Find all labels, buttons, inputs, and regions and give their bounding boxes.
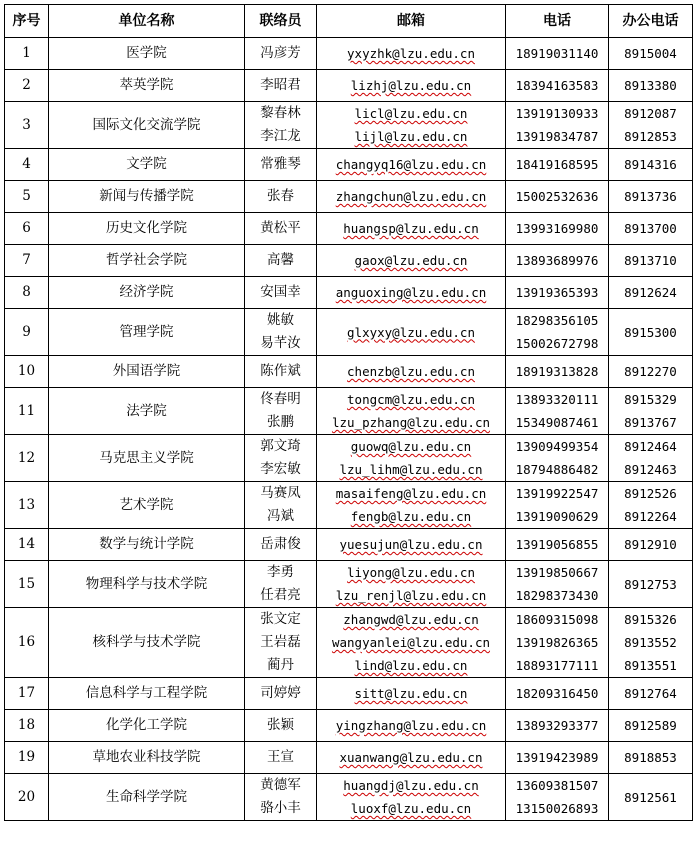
- contact-person: 高馨: [267, 252, 294, 268]
- table-row: [5, 277, 693, 309]
- header-no: 序号: [5, 5, 49, 38]
- office-phone-cell: [609, 710, 693, 742]
- contact-person: 任君亮: [260, 587, 301, 603]
- email-link[interactable]: huangsp@lzu.edu.cn: [343, 221, 479, 236]
- unit-name: 历史文化学院: [49, 213, 245, 245]
- row-number: 3: [5, 102, 49, 149]
- office-phone-number: 8912087: [624, 106, 677, 121]
- table-row: [5, 245, 693, 277]
- phone-cell: [506, 245, 609, 277]
- table-body: [5, 38, 693, 821]
- row-number: 1: [5, 38, 49, 70]
- office-phone-cell: [609, 245, 693, 277]
- office-phone-number: 8915329: [624, 392, 677, 407]
- unit-name: 外国语学院: [49, 356, 245, 388]
- phone-cell: [506, 149, 609, 181]
- contact-person: 骆小丰: [260, 800, 301, 816]
- office-phone-number: 8913551: [624, 658, 677, 673]
- unit-name: 草地农业科技学院: [49, 742, 245, 774]
- email-cell: [317, 102, 506, 149]
- phone-cell: [506, 309, 609, 356]
- unit-name: 马克思主义学院: [49, 435, 245, 482]
- office-phone-number: 8912624: [624, 285, 677, 300]
- email-cell: [317, 38, 506, 70]
- contact-person: 岳肃俊: [260, 536, 301, 552]
- contact-person: 李昭君: [260, 77, 301, 93]
- table-row: [5, 356, 693, 388]
- contact-person: 张春: [267, 188, 294, 204]
- contact-person: 黄德军: [260, 777, 301, 793]
- office-phone-number: 8915326: [624, 612, 677, 627]
- office-phone-number: 8912589: [624, 718, 677, 733]
- phone-number: 18394163583: [515, 78, 599, 93]
- unit-name: 艺术学院: [49, 482, 245, 529]
- contact-cell: [245, 435, 317, 482]
- contact-cell: [245, 102, 317, 149]
- contact-cell: [245, 277, 317, 309]
- phone-cell: [506, 710, 609, 742]
- office-phone-cell: [609, 356, 693, 388]
- unit-name: 医学院: [49, 38, 245, 70]
- unit-name: 萃英学院: [49, 70, 245, 102]
- table-row: [5, 678, 693, 710]
- phone-number: 18298356105: [515, 313, 599, 328]
- email-link[interactable]: lzu_renjl@lzu.edu.cn: [335, 588, 487, 603]
- row-number: 4: [5, 149, 49, 181]
- row-number: 19: [5, 742, 49, 774]
- phone-number: 13150026893: [515, 801, 599, 816]
- contact-person: 李江龙: [260, 128, 301, 144]
- contact-cell: [245, 309, 317, 356]
- unit-name: 物理科学与技术学院: [49, 561, 245, 608]
- contact-person: 张鹏: [267, 414, 294, 430]
- unit-name: 哲学社会学院: [49, 245, 245, 277]
- header-row: [5, 5, 693, 38]
- table-row: [5, 309, 693, 356]
- office-phone-number: 8912853: [624, 129, 677, 144]
- contact-cell: [245, 245, 317, 277]
- phone-number: 13919834787: [515, 129, 599, 144]
- office-phone-cell: [609, 529, 693, 561]
- contact-person: 冯斌: [267, 508, 294, 524]
- email-link[interactable]: wangyanlei@lzu.edu.cn: [331, 635, 491, 650]
- office-phone-cell: [609, 774, 693, 821]
- email-link[interactable]: yxyzhk@lzu.edu.cn: [347, 46, 475, 61]
- phone-number: 13919826365: [515, 635, 599, 650]
- row-number: 17: [5, 678, 49, 710]
- row-number: 6: [5, 213, 49, 245]
- email-cell: [317, 774, 506, 821]
- phone-number: 13919922547: [515, 486, 599, 501]
- office-phone-number: 8914316: [624, 157, 677, 172]
- email-link[interactable]: chenzb@lzu.edu.cn: [347, 364, 475, 379]
- phone-cell: [506, 213, 609, 245]
- email-link[interactable]: tongcm@lzu.edu.cn: [347, 392, 475, 407]
- email-cell: [317, 309, 506, 356]
- email-cell: [317, 608, 506, 678]
- table-row: [5, 774, 693, 821]
- email-link[interactable]: lizhj@lzu.edu.cn: [350, 78, 472, 93]
- email-link[interactable]: luoxf@lzu.edu.cn: [350, 801, 472, 816]
- phone-number: 13909499354: [515, 439, 599, 454]
- contact-person: 张颖: [267, 717, 294, 733]
- phone-number: 15002672798: [515, 336, 599, 351]
- table-row: [5, 608, 693, 678]
- header-office-phone: 办公电话: [609, 5, 693, 38]
- table-row: [5, 388, 693, 435]
- contact-person: 常雅琴: [260, 156, 301, 172]
- contact-cell: [245, 561, 317, 608]
- phone-number: 15349087461: [515, 415, 599, 430]
- phone-cell: [506, 70, 609, 102]
- email-cell: [317, 561, 506, 608]
- email-link[interactable]: licl@lzu.edu.cn: [354, 106, 468, 121]
- office-phone-number: 8912526: [624, 486, 677, 501]
- office-phone-cell: [609, 742, 693, 774]
- contact-cell: [245, 742, 317, 774]
- email-cell: [317, 435, 506, 482]
- email-link[interactable]: sitt@lzu.edu.cn: [354, 686, 468, 701]
- contact-person: 姚敏: [267, 312, 294, 328]
- phone-number: 18209316450: [515, 686, 599, 701]
- unit-name: 化学化工学院: [49, 710, 245, 742]
- email-cell: [317, 482, 506, 529]
- contact-table: [4, 4, 693, 821]
- phone-number: 13919365393: [515, 285, 599, 300]
- contact-cell: [245, 388, 317, 435]
- phone-number: 18794886482: [515, 462, 599, 477]
- phone-cell: [506, 742, 609, 774]
- contact-person: 陈作斌: [260, 363, 301, 379]
- office-phone-number: 8913552: [624, 635, 677, 650]
- row-number: 20: [5, 774, 49, 821]
- row-number: 13: [5, 482, 49, 529]
- header-contact: 联络员: [245, 5, 317, 38]
- phone-number: 13893320111: [515, 392, 599, 407]
- email-cell: [317, 529, 506, 561]
- header-email: 邮箱: [317, 5, 506, 38]
- email-cell: [317, 149, 506, 181]
- contact-person: 马赛凤: [260, 485, 301, 501]
- email-link[interactable]: zhangchun@lzu.edu.cn: [335, 189, 487, 204]
- email-cell: [317, 277, 506, 309]
- contact-person: 李宏敏: [260, 461, 301, 477]
- email-link[interactable]: guowq@lzu.edu.cn: [350, 439, 472, 454]
- email-link[interactable]: lzu_lihm@lzu.edu.cn: [339, 462, 483, 477]
- phone-number: 13609381507: [515, 778, 599, 793]
- office-phone-cell: [609, 70, 693, 102]
- contact-cell: [245, 213, 317, 245]
- email-link[interactable]: yingzhang@lzu.edu.cn: [335, 718, 487, 733]
- phone-cell: [506, 181, 609, 213]
- email-cell: [317, 356, 506, 388]
- office-phone-cell: [609, 277, 693, 309]
- office-phone-number: 8912753: [624, 576, 677, 592]
- phone-cell: [506, 38, 609, 70]
- office-phone-cell: [609, 482, 693, 529]
- phone-number: 18419168595: [515, 157, 599, 172]
- office-phone-cell: [609, 38, 693, 70]
- office-phone-cell: [609, 435, 693, 482]
- contact-cell: [245, 356, 317, 388]
- office-phone-number: 8912264: [624, 509, 677, 524]
- contact-cell: [245, 482, 317, 529]
- email-link[interactable]: gaox@lzu.edu.cn: [354, 253, 468, 268]
- phone-cell: [506, 774, 609, 821]
- phone-number: 13893689976: [515, 253, 599, 268]
- email-link[interactable]: masaifeng@lzu.edu.cn: [335, 486, 487, 501]
- unit-name: 管理学院: [49, 309, 245, 356]
- email-cell: [317, 710, 506, 742]
- phone-number: 18919313828: [515, 364, 599, 379]
- contact-cell: [245, 678, 317, 710]
- email-link[interactable]: zhangwd@lzu.edu.cn: [343, 612, 479, 627]
- contact-cell: [245, 608, 317, 678]
- row-number: 2: [5, 70, 49, 102]
- office-phone-number: 8913736: [624, 189, 677, 204]
- phone-number: 18609315098: [515, 612, 599, 627]
- contact-person: 王岩磊: [260, 634, 301, 650]
- table-row: [5, 482, 693, 529]
- office-phone-number: 8912464: [624, 439, 677, 454]
- phone-cell: [506, 608, 609, 678]
- table-row: [5, 181, 693, 213]
- email-link[interactable]: xuanwang@lzu.edu.cn: [339, 750, 483, 765]
- email-cell: [317, 181, 506, 213]
- contact-person: 司婷婷: [260, 685, 301, 701]
- row-number: 15: [5, 561, 49, 608]
- phone-cell: [506, 482, 609, 529]
- email-cell: [317, 388, 506, 435]
- contact-person: 易芊汝: [260, 335, 301, 351]
- office-phone-number: 8912764: [624, 686, 677, 701]
- contact-person: 安国幸: [260, 284, 301, 300]
- office-phone-number: 8915300: [624, 324, 677, 340]
- email-cell: [317, 742, 506, 774]
- email-cell: [317, 213, 506, 245]
- contact-cell: [245, 529, 317, 561]
- email-link[interactable]: huangdj@lzu.edu.cn: [343, 778, 479, 793]
- row-number: 12: [5, 435, 49, 482]
- phone-cell: [506, 356, 609, 388]
- table-row: [5, 38, 693, 70]
- office-phone-cell: [609, 213, 693, 245]
- table-row: [5, 561, 693, 608]
- email-link[interactable]: lzu_pzhang@lzu.edu.cn: [331, 415, 491, 430]
- office-phone-cell: [609, 678, 693, 710]
- phone-number: 18298373430: [515, 588, 599, 603]
- row-number: 10: [5, 356, 49, 388]
- phone-number: 13919850667: [515, 565, 599, 580]
- unit-name: 文学院: [49, 149, 245, 181]
- contact-cell: [245, 70, 317, 102]
- table-row: [5, 213, 693, 245]
- row-number: 9: [5, 309, 49, 356]
- phone-number: 13919130933: [515, 106, 599, 121]
- unit-name: 生命科学学院: [49, 774, 245, 821]
- office-phone-cell: [609, 102, 693, 149]
- contact-person: 郭文琦: [260, 438, 301, 454]
- phone-number: 13919056855: [515, 537, 599, 552]
- contact-person: 王宣: [267, 749, 294, 765]
- unit-name: 核科学与技术学院: [49, 608, 245, 678]
- row-number: 14: [5, 529, 49, 561]
- email-link[interactable]: liyong@lzu.edu.cn: [347, 565, 475, 580]
- office-phone-cell: [609, 388, 693, 435]
- phone-number: 13919090629: [515, 509, 599, 524]
- header-phone: 电话: [506, 5, 609, 38]
- table-row: [5, 70, 693, 102]
- office-phone-number: 8915004: [624, 46, 677, 61]
- office-phone-cell: [609, 181, 693, 213]
- email-cell: [317, 245, 506, 277]
- office-phone-number: 8913767: [624, 415, 677, 430]
- email-link[interactable]: fengb@lzu.edu.cn: [350, 509, 472, 524]
- row-number: 11: [5, 388, 49, 435]
- office-phone-number: 8918853: [624, 750, 677, 765]
- row-number: 18: [5, 710, 49, 742]
- contact-person: 黄松平: [260, 220, 301, 236]
- office-phone-cell: [609, 561, 693, 608]
- phone-cell: [506, 678, 609, 710]
- phone-number: 13893293377: [515, 718, 599, 733]
- phone-cell: [506, 435, 609, 482]
- email-link[interactable]: glxyxy@lzu.edu.cn: [347, 324, 475, 340]
- table-header: [5, 5, 693, 38]
- unit-name: 信息科学与工程学院: [49, 678, 245, 710]
- unit-name: 数学与统计学院: [49, 529, 245, 561]
- table-row: [5, 529, 693, 561]
- phone-cell: [506, 561, 609, 608]
- contact-cell: [245, 710, 317, 742]
- table-row: [5, 710, 693, 742]
- phone-cell: [506, 102, 609, 149]
- contact-person: 黎春林: [260, 105, 301, 121]
- email-link[interactable]: lind@lzu.edu.cn: [354, 658, 468, 673]
- office-phone-cell: [609, 309, 693, 356]
- contact-cell: [245, 149, 317, 181]
- email-link[interactable]: changyq16@lzu.edu.cn: [335, 157, 487, 172]
- phone-number: 18919031140: [515, 46, 599, 61]
- contact-person: 张文定: [260, 611, 301, 627]
- phone-number: 18893177111: [515, 658, 599, 673]
- email-link[interactable]: lijl@lzu.edu.cn: [354, 129, 468, 144]
- office-phone-number: 8913710: [624, 253, 677, 268]
- header-unit: 单位名称: [49, 5, 245, 38]
- email-cell: [317, 678, 506, 710]
- office-phone-number: 8912270: [624, 364, 677, 379]
- phone-number: 13993169980: [515, 221, 599, 236]
- office-phone-number: 8912561: [624, 789, 677, 805]
- office-phone-cell: [609, 608, 693, 678]
- contact-cell: [245, 181, 317, 213]
- unit-name: 经济学院: [49, 277, 245, 309]
- phone-cell: [506, 529, 609, 561]
- office-phone-cell: [609, 149, 693, 181]
- phone-cell: [506, 277, 609, 309]
- phone-number: 15002532636: [515, 189, 599, 204]
- row-number: 5: [5, 181, 49, 213]
- contact-person: 蔺丹: [267, 657, 294, 673]
- email-cell: [317, 70, 506, 102]
- contact-cell: [245, 38, 317, 70]
- row-number: 16: [5, 608, 49, 678]
- office-phone-number: 8913700: [624, 221, 677, 236]
- table-row: [5, 435, 693, 482]
- contact-person: 冯彦芳: [260, 45, 301, 61]
- unit-name: 新闻与传播学院: [49, 181, 245, 213]
- table-row: [5, 742, 693, 774]
- table-row: [5, 149, 693, 181]
- office-phone-number: 8913380: [624, 78, 677, 93]
- contact-person: 佟春明: [260, 391, 301, 407]
- unit-name: 国际文化交流学院: [49, 102, 245, 149]
- phone-number: 13919423989: [515, 750, 599, 765]
- row-number: 8: [5, 277, 49, 309]
- phone-cell: [506, 388, 609, 435]
- office-phone-number: 8912463: [624, 462, 677, 477]
- row-number: 7: [5, 245, 49, 277]
- unit-name: 法学院: [49, 388, 245, 435]
- contact-cell: [245, 774, 317, 821]
- office-phone-number: 8912910: [624, 537, 677, 552]
- email-link[interactable]: anguoxing@lzu.edu.cn: [335, 285, 487, 300]
- contact-person: 李勇: [267, 564, 294, 580]
- table-row: [5, 102, 693, 149]
- email-link[interactable]: yuesujun@lzu.edu.cn: [339, 537, 483, 552]
